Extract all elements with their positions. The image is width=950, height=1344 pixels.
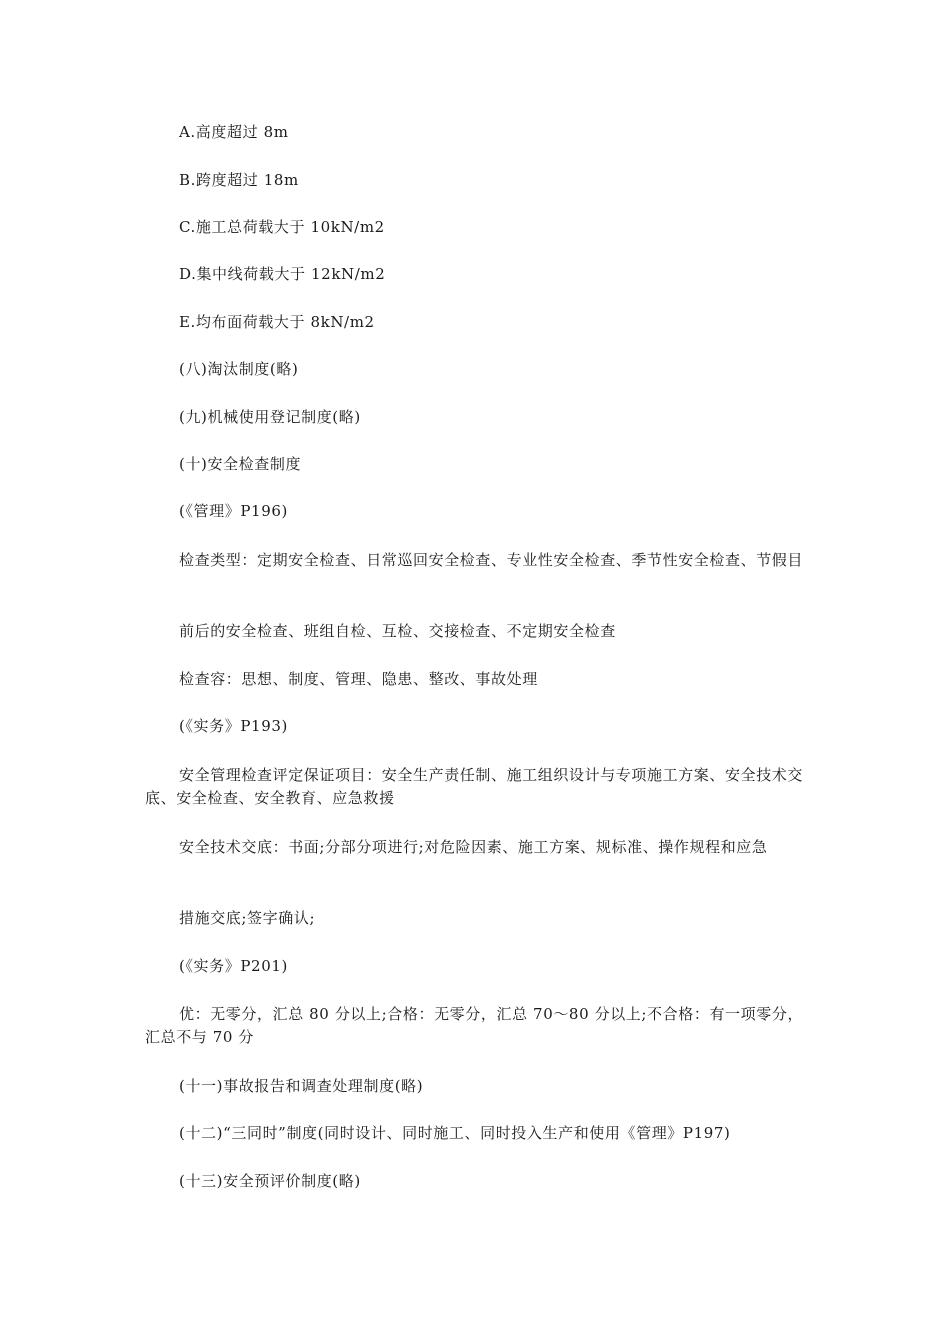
grading-criteria-paragraph: 优：无零分，汇总 80 分以上;合格：无零分，汇总 70～80 分以上;不合格：有一项零分，汇总不与 70 分	[145, 1005, 804, 1046]
option-b: B.跨度超过 18m	[179, 171, 299, 189]
safety-disclosure-paragraph: 安全技术交底：书面;分部分项进行;对危险因素、施工方案、规标准、操作规程和应急	[179, 838, 768, 856]
option-e: E.均布面荷载大于 8kN/m2	[179, 313, 375, 331]
section-twelve-heading: (十二)“三同时”制度(同时设计、同时施工、同时投入生产和使用《管理》P197)	[179, 1124, 731, 1142]
inspection-types-paragraph: 检查类型：定期安全检查、日常巡回安全检查、专业性安全检查、季节性安全检查、节假目	[179, 551, 804, 569]
reference-management-p196: (《管理》P196)	[179, 502, 288, 520]
option-d: D.集中线荷载大于 12kN/m2	[179, 265, 386, 283]
inspection-types-continued: 前后的安全检查、班组自检、互检、交接检查、不定期安全检查	[179, 622, 616, 640]
reference-practice-p201: (《实务》P201)	[179, 957, 288, 975]
reference-practice-p193: (《实务》P193)	[179, 717, 288, 735]
option-a: A.高度超过 8m	[179, 123, 289, 141]
section-eight-heading: (八)淘汰制度(略)	[179, 360, 299, 378]
inspection-content-paragraph: 检查容：思想、制度、管理、隐患、整改、事故处理	[179, 670, 538, 688]
section-eleven-heading: (十一)事故报告和调查处理制度(略)	[179, 1077, 424, 1095]
section-nine-heading: (九)机械使用登记制度(略)	[179, 408, 361, 426]
safety-management-items-paragraph: 安全管理检查评定保证项目：安全生产责任制、施工组织设计与专项施工方案、安全技术交底、安全检查、安全教育、应急救援	[145, 766, 804, 807]
safety-disclosure-continued: 措施交底;签字确认;	[179, 909, 316, 927]
section-ten-heading: (十)安全检查制度	[179, 455, 302, 473]
option-c: C.施工总荷载大于 10kN/m2	[179, 218, 385, 236]
section-thirteen-heading: (十三)安全预评价制度(略)	[179, 1172, 361, 1190]
